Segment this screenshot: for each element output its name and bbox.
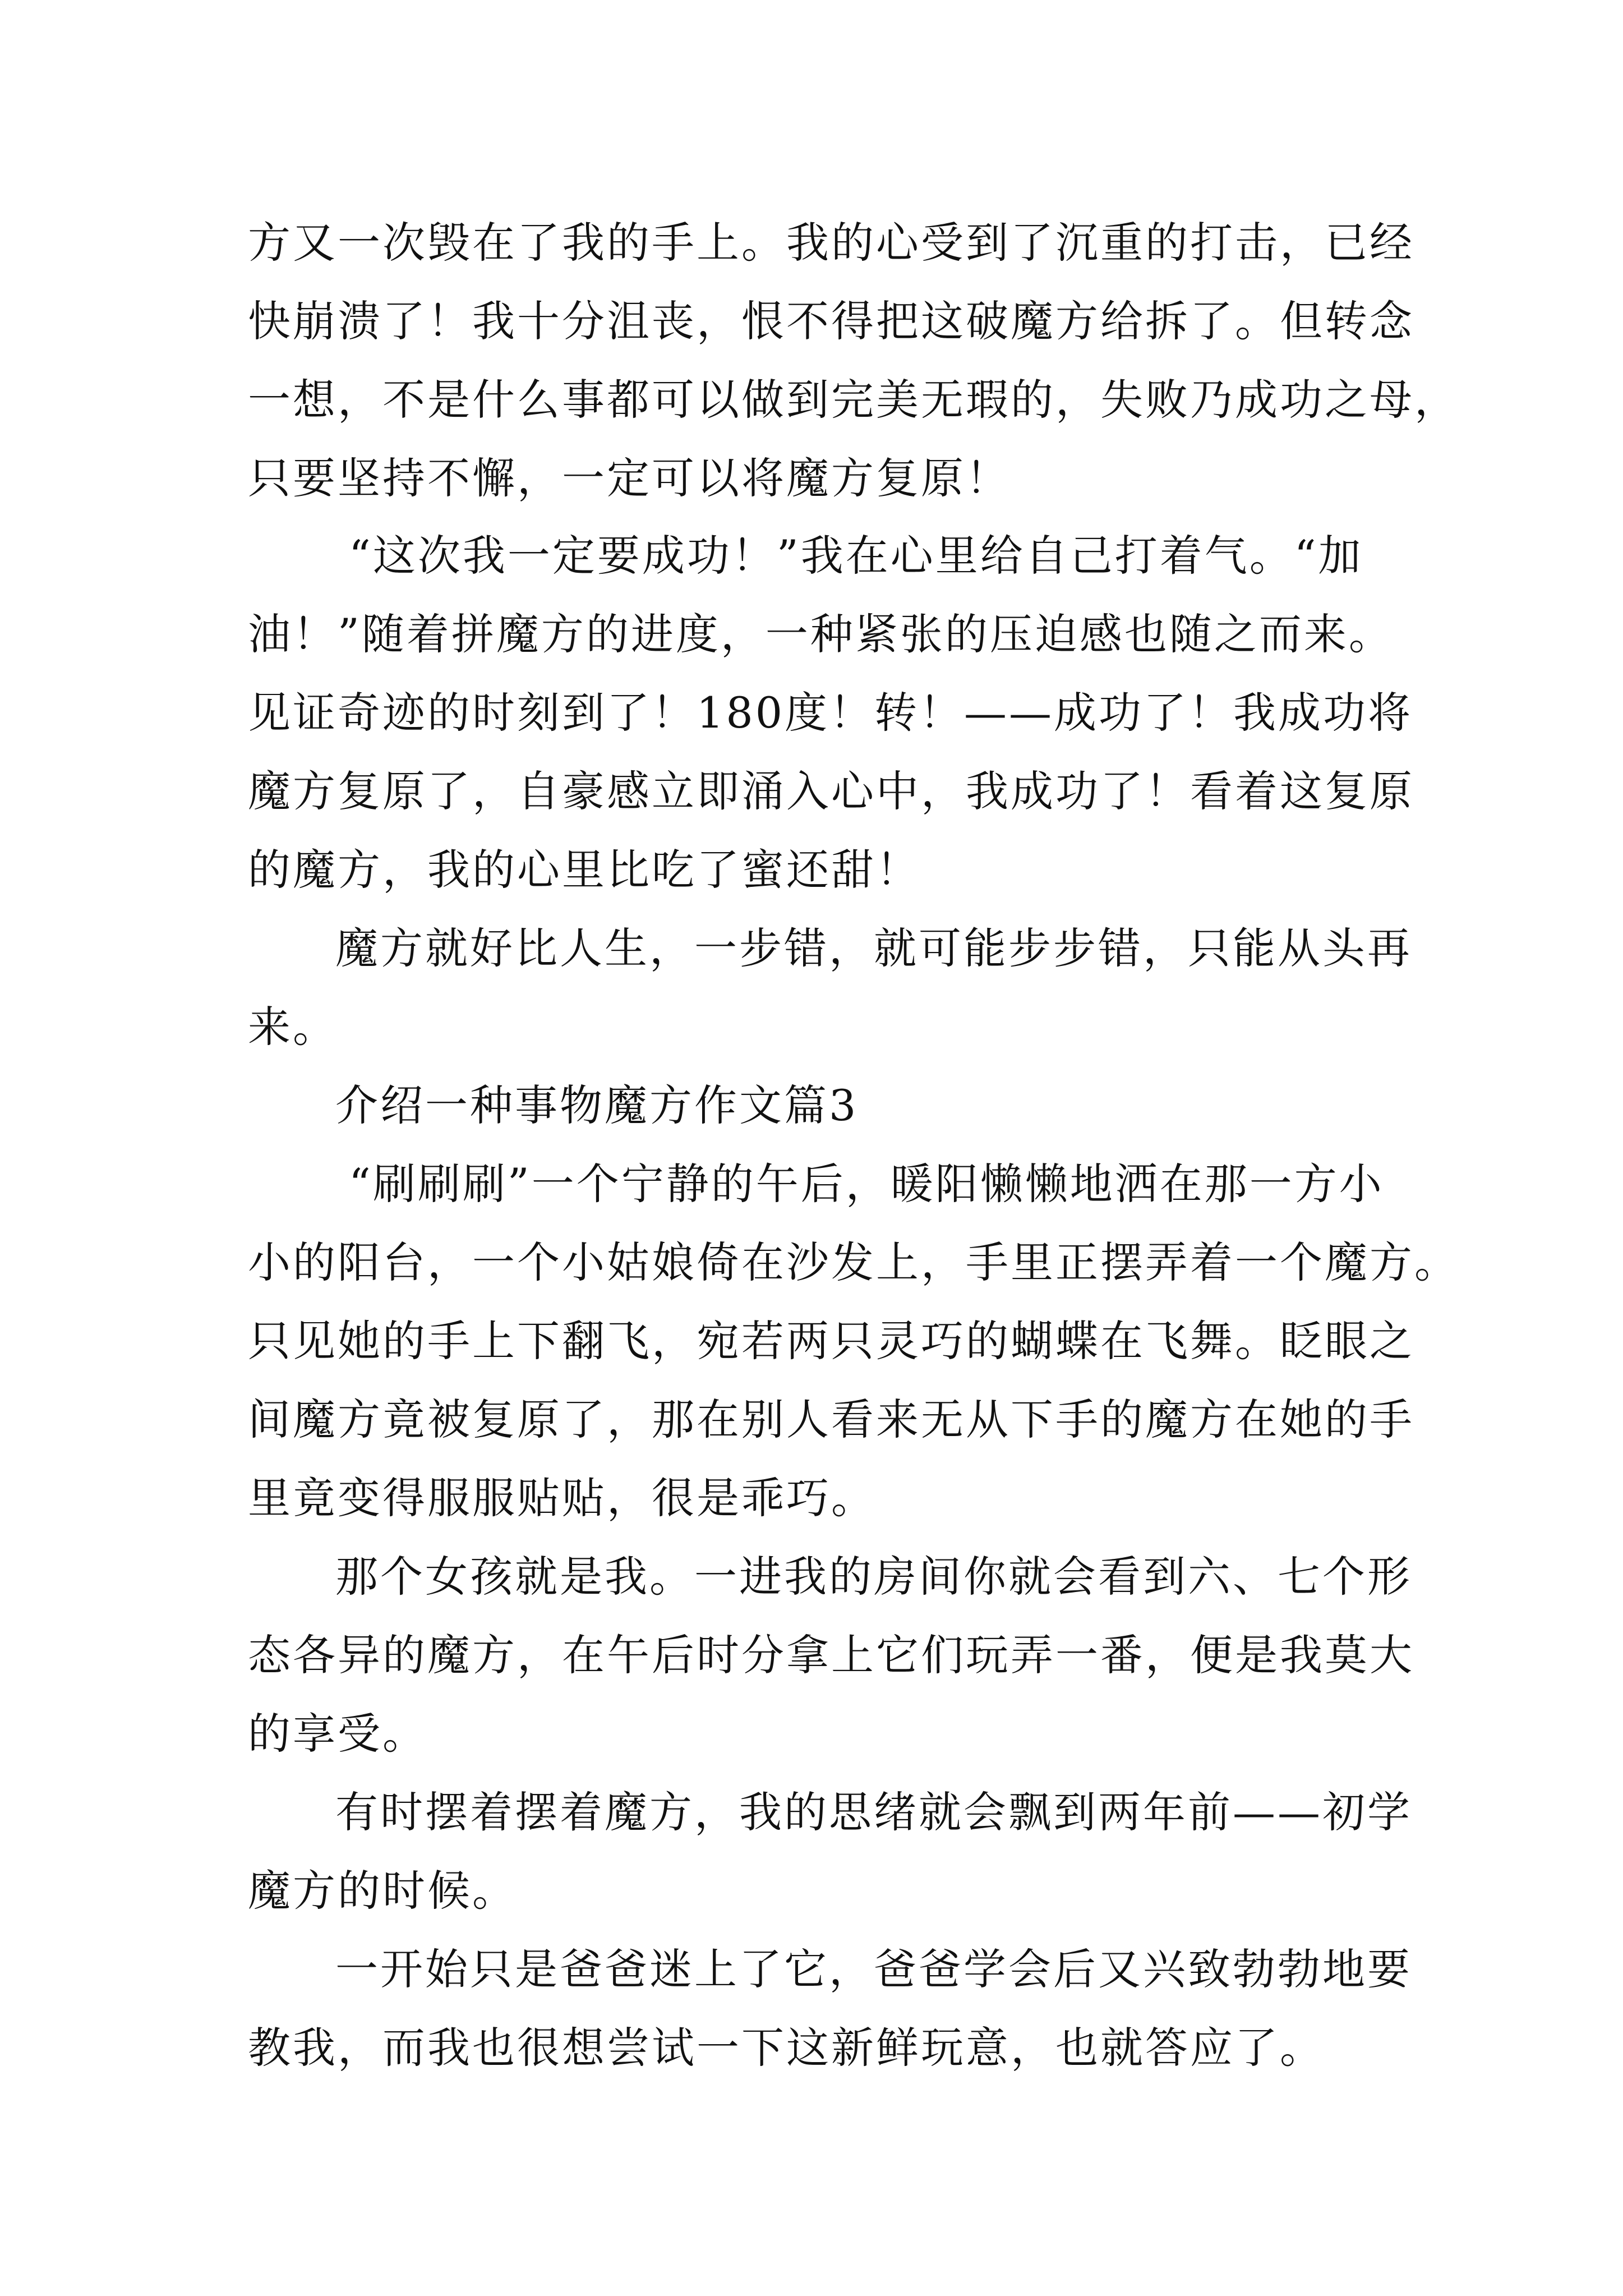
text-line: 态各异的魔方，在午后时分拿上它们玩弄一番，便是我莫大 bbox=[248, 1630, 1414, 1680]
text-line: 间魔方竟被复原了，那在别人看来无从下手的魔方在她的手 bbox=[248, 1395, 1414, 1444]
paragraph-first-line: 那个女孩就是我。一进我的房间你就会看到六、七个形 bbox=[335, 1552, 1412, 1602]
text-line: 的享受。 bbox=[248, 1709, 427, 1759]
paragraph-first-line: “这次我一定要成功！”我在心里给自己打着气。“加 bbox=[349, 531, 1363, 581]
paragraph-first-line: “刷刷刷”一个宁静的午后，暖阳懒懒地洒在那一方小 bbox=[349, 1159, 1384, 1209]
text-line: 魔方的时候。 bbox=[248, 1866, 517, 1916]
text-line: 见证奇迹的时刻到了！180度！转！——成功了！我成功将 bbox=[248, 688, 1413, 738]
text-line: 快崩溃了！我十分沮丧，恨不得把这破魔方给拆了。但转念 bbox=[248, 296, 1414, 346]
paragraph-first-line: 有时摆着摆着魔方，我的思绪就会飘到两年前——初学 bbox=[335, 1787, 1412, 1837]
section-heading: 介绍一种事物魔方作文篇3 bbox=[335, 1080, 859, 1130]
text-line: 来。 bbox=[248, 1002, 338, 1052]
text-line: 方又一次毁在了我的手上。我的心受到了沉重的打击，已经 bbox=[248, 218, 1414, 268]
text-line: 只见她的手上下翻飞，宛若两只灵巧的蝴蝶在飞舞。眨眼之 bbox=[248, 1316, 1414, 1366]
text-line: 里竟变得服服贴贴，很是乖巧。 bbox=[248, 1473, 876, 1523]
text-line: 魔方复原了，自豪感立即涌入心中，我成功了！看着这复原 bbox=[248, 766, 1414, 816]
paragraph-first-line: 魔方就好比人生，一步错，就可能步步错，只能从头再 bbox=[335, 923, 1412, 973]
text-line: 的魔方，我的心里比吃了蜜还甜！ bbox=[248, 845, 921, 895]
paragraph-first-line: 一开始只是爸爸迷上了它，爸爸学会后又兴致勃勃地要 bbox=[335, 1944, 1412, 1994]
text-line: 小的阳台，一个小姑娘倚在沙发上，手里正摆弄着一个魔方。 bbox=[248, 1237, 1459, 1287]
text-line: 一想，不是什么事都可以做到完美无瑕的，失败乃成功之母， bbox=[248, 375, 1459, 425]
text-line: 只要坚持不懈，一定可以将魔方复原！ bbox=[248, 453, 1011, 503]
text-line: 油！”随着拼魔方的进度，一种紧张的压迫感也随之而来。 bbox=[248, 609, 1394, 659]
text-line: 教我，而我也很想尝试一下这新鲜玩意，也就答应了。 bbox=[248, 2023, 1325, 2073]
